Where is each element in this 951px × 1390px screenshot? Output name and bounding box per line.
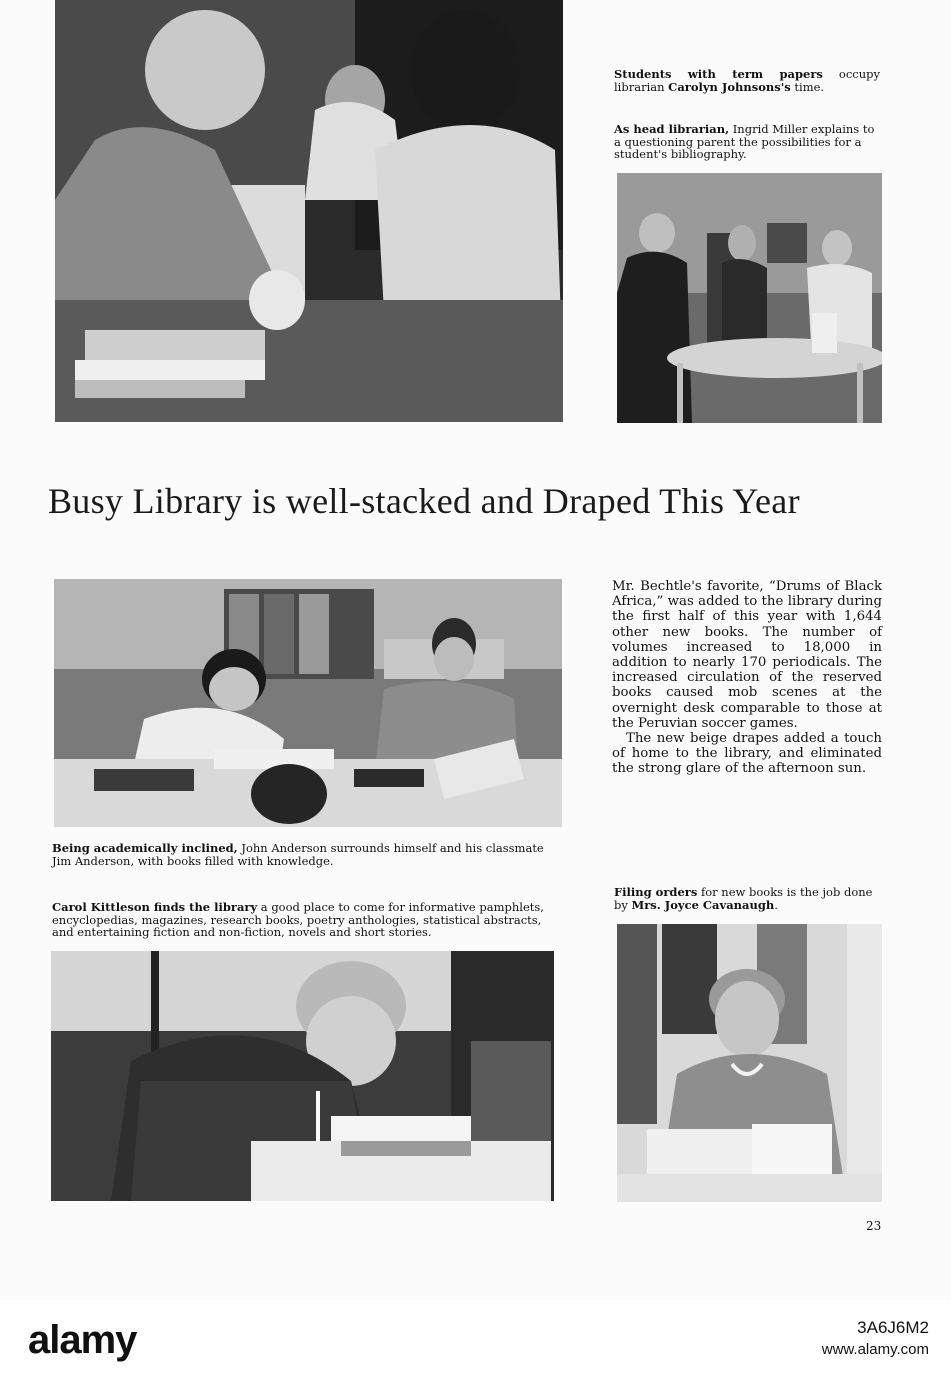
alamy-logo: alamy [28, 1318, 137, 1362]
caption-term-papers-text2: time. [790, 79, 825, 94]
article-paragraph-2: The new beige drapes added a touch of home to the library, and eliminated the strong glare of the afternoon sun. [612, 731, 882, 777]
watermark-footer [0, 1300, 951, 1390]
caption-term-papers-bold1: Students with term papers [614, 67, 823, 81]
caption-head-librarian [614, 123, 880, 161]
page-headline: Busy Library is well-stacked and Draped This Year [48, 481, 800, 521]
photo-head-librarian [617, 173, 882, 423]
site-url: www.alamy.com [821, 1341, 929, 1358]
caption-carol-kittleson-bold: Carol Kittleson finds the library [52, 900, 258, 914]
article-body [612, 579, 882, 777]
photo-students-at-desk [55, 0, 563, 422]
caption-filing-orders-bold2: Mrs. Joyce Cavanaugh [631, 897, 775, 912]
caption-filing-orders-text1: for new books is the job done by [614, 885, 873, 912]
footer-id-block [822, 1317, 929, 1361]
caption-term-papers [614, 68, 880, 93]
photo-filing-orders [617, 924, 882, 1202]
photo-academically-inclined [54, 579, 562, 827]
caption-academically-inclined [52, 842, 557, 867]
caption-carol-kittleson-text: a good place to come for informative pamphlets, encyclopedias, magazines, research books, poetry anthologies, statistical abstracts, and entertaining fiction and non-fiction, novels and short stories. [52, 900, 544, 939]
caption-carol-kittleson [52, 901, 559, 939]
image-id: 3A6J6M2 [857, 1318, 929, 1337]
caption-term-papers-text1: occupy librarian [614, 67, 880, 94]
caption-term-papers-bold2: Carolyn Johnsons's [668, 79, 791, 94]
photo-carol-kittleson [51, 951, 554, 1201]
caption-filing-orders [614, 886, 882, 911]
caption-head-librarian-bold: As head librarian, [614, 122, 730, 136]
caption-academically-inclined-text: John Anderson surrounds himself and his classmate Jim Anderson, with books filled with knowledge. [52, 841, 544, 868]
page-number: 23 [866, 1219, 882, 1233]
caption-academically-inclined-bold: Being academically inclined, [52, 841, 238, 855]
article-paragraph-1: Mr. Bechtle's favorite, “Drums of Black Africa,” was added to the library during the first half of this year with 1,644 other new books. The number of volumes increased to 18,000 in addition to nearly 170 periodicals. The increased circulation of the reserved books caused mob scenes at the overnight desk comparable to those at the Peruvian soccer games. [612, 579, 882, 731]
caption-head-librarian-text: Ingrid Miller explains to a questioning parent the possibilities for a student's bibliography. [614, 122, 875, 161]
caption-filing-orders-bold1: Filing orders [614, 885, 698, 899]
caption-filing-orders-text2: . [774, 897, 778, 912]
